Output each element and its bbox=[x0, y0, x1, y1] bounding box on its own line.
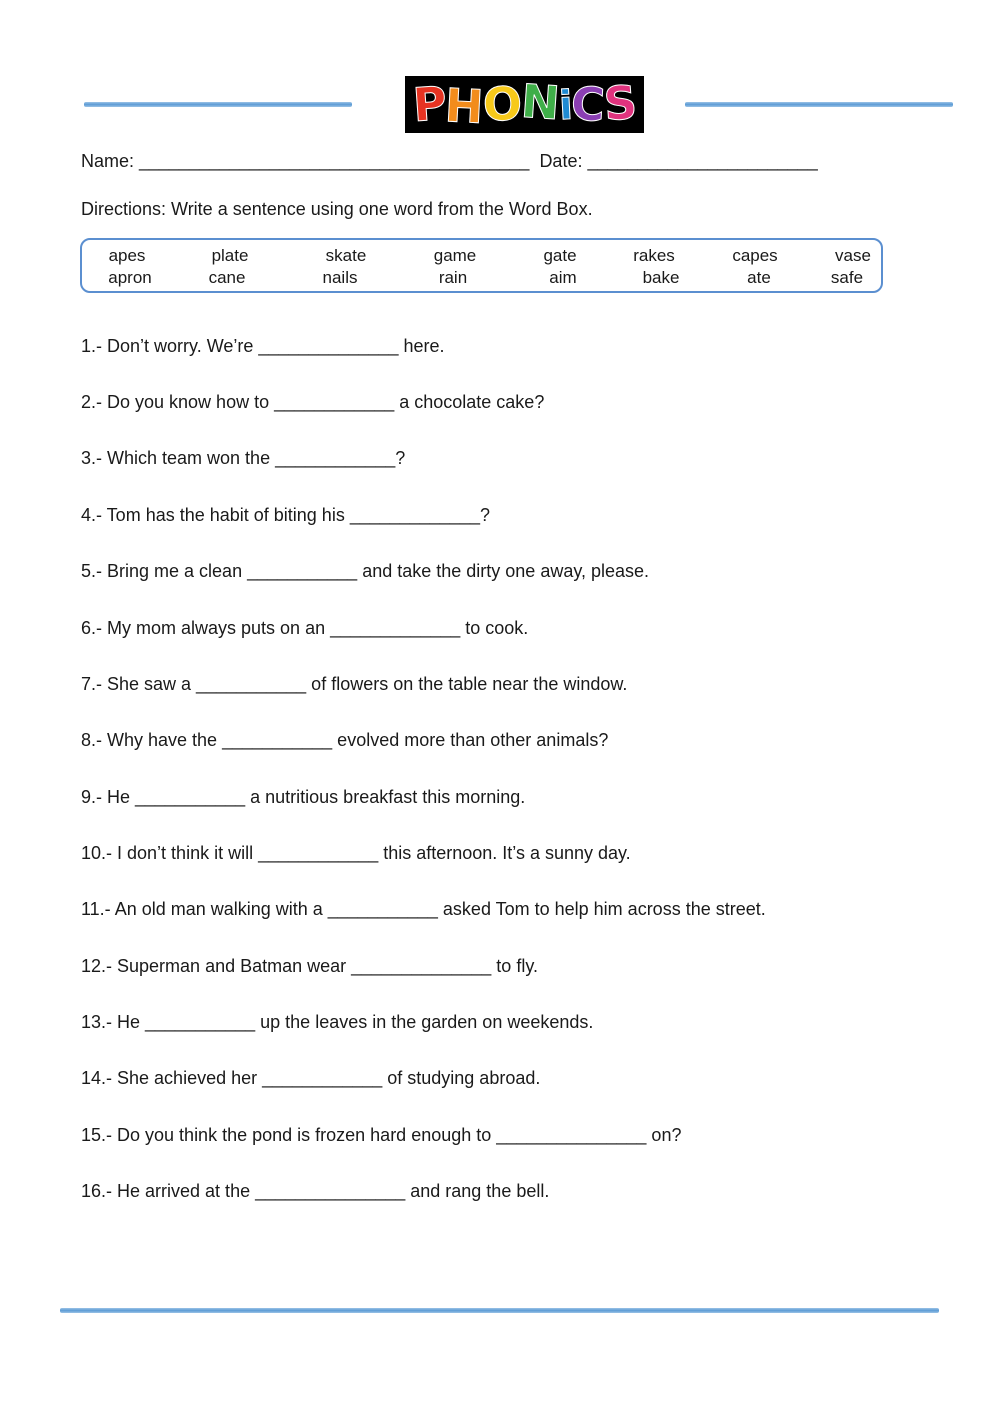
word-box-item: nails bbox=[322, 268, 358, 287]
question-8: 8.- Why have the ___________ evolved more than other animals? bbox=[81, 730, 609, 750]
question-4: 4.- Tom has the habit of biting his _____________? bbox=[81, 505, 490, 525]
word-box-item: capes bbox=[732, 246, 778, 265]
question-16: 16.- He arrived at the _______________ and rang the bell. bbox=[81, 1181, 550, 1201]
question-10: 10.- I don’t think it will ____________ this afternoon. It’s a sunny day. bbox=[81, 843, 631, 863]
question-14: 14.- She achieved her ____________ of studying abroad. bbox=[81, 1068, 541, 1088]
name-date-row[interactable]: Name: _______________________________________ Date: _______________________ bbox=[81, 151, 818, 171]
logo-letter: P bbox=[410, 75, 448, 133]
word-box-item: safe bbox=[830, 268, 864, 287]
phonics-logo bbox=[405, 73, 644, 134]
word-box-item: plate bbox=[211, 246, 249, 265]
word-box-item: bake bbox=[642, 268, 680, 287]
word-box-item: skate bbox=[325, 246, 367, 265]
word-box-item: ate bbox=[747, 268, 771, 287]
question-1: 1.- Don’t worry. We’re ______________ here. bbox=[81, 336, 445, 356]
logo-letter: N bbox=[519, 73, 561, 131]
question-3: 3.- Which team won the ____________? bbox=[81, 448, 406, 468]
word-box-item: cane bbox=[208, 268, 246, 287]
word-box-item: apron bbox=[108, 268, 152, 287]
question-9: 9.- He ___________ a nutritious breakfast this morning. bbox=[81, 787, 526, 807]
word-box bbox=[80, 238, 883, 293]
header-rule-right bbox=[685, 102, 953, 107]
question-7: 7.- She saw a ___________ of flowers on the table near the window. bbox=[81, 674, 628, 694]
word-box-item: rain bbox=[438, 268, 468, 287]
question-12: 12.- Superman and Batman wear ______________ to fly. bbox=[81, 956, 538, 976]
word-box-item: rakes bbox=[633, 246, 675, 265]
header-rule-left bbox=[84, 102, 352, 107]
question-11: 11.- An old man walking with a ___________ asked Tom to help him across the street. bbox=[81, 899, 766, 919]
question-2: 2.- Do you know how to ____________ a chocolate cake? bbox=[81, 392, 545, 412]
word-box-item: gate bbox=[543, 246, 577, 265]
directions: Directions: Write a sentence using one word from the Word Box. bbox=[81, 199, 593, 219]
word-box-item: apes bbox=[108, 246, 146, 265]
question-13: 13.- He ___________ up the leaves in the garden on weekends. bbox=[81, 1012, 594, 1032]
logo-letter: O bbox=[482, 76, 523, 132]
word-box-item: aim bbox=[549, 268, 577, 287]
footer-rule bbox=[60, 1308, 939, 1313]
question-5: 5.- Bring me a clean ___________ and take the dirty one away, please. bbox=[81, 561, 650, 581]
logo-letter: i bbox=[557, 82, 573, 130]
question-15: 15.- Do you think the pond is frozen hard enough to _______________ on? bbox=[81, 1125, 682, 1145]
logo-letter: C bbox=[569, 76, 606, 132]
logo-letter: S bbox=[602, 74, 638, 132]
word-box-item: vase bbox=[835, 246, 871, 265]
word-box-item: game bbox=[433, 246, 477, 265]
logo-letter: H bbox=[444, 78, 485, 134]
question-6: 6.- My mom always puts on an _____________ to cook. bbox=[81, 618, 529, 638]
